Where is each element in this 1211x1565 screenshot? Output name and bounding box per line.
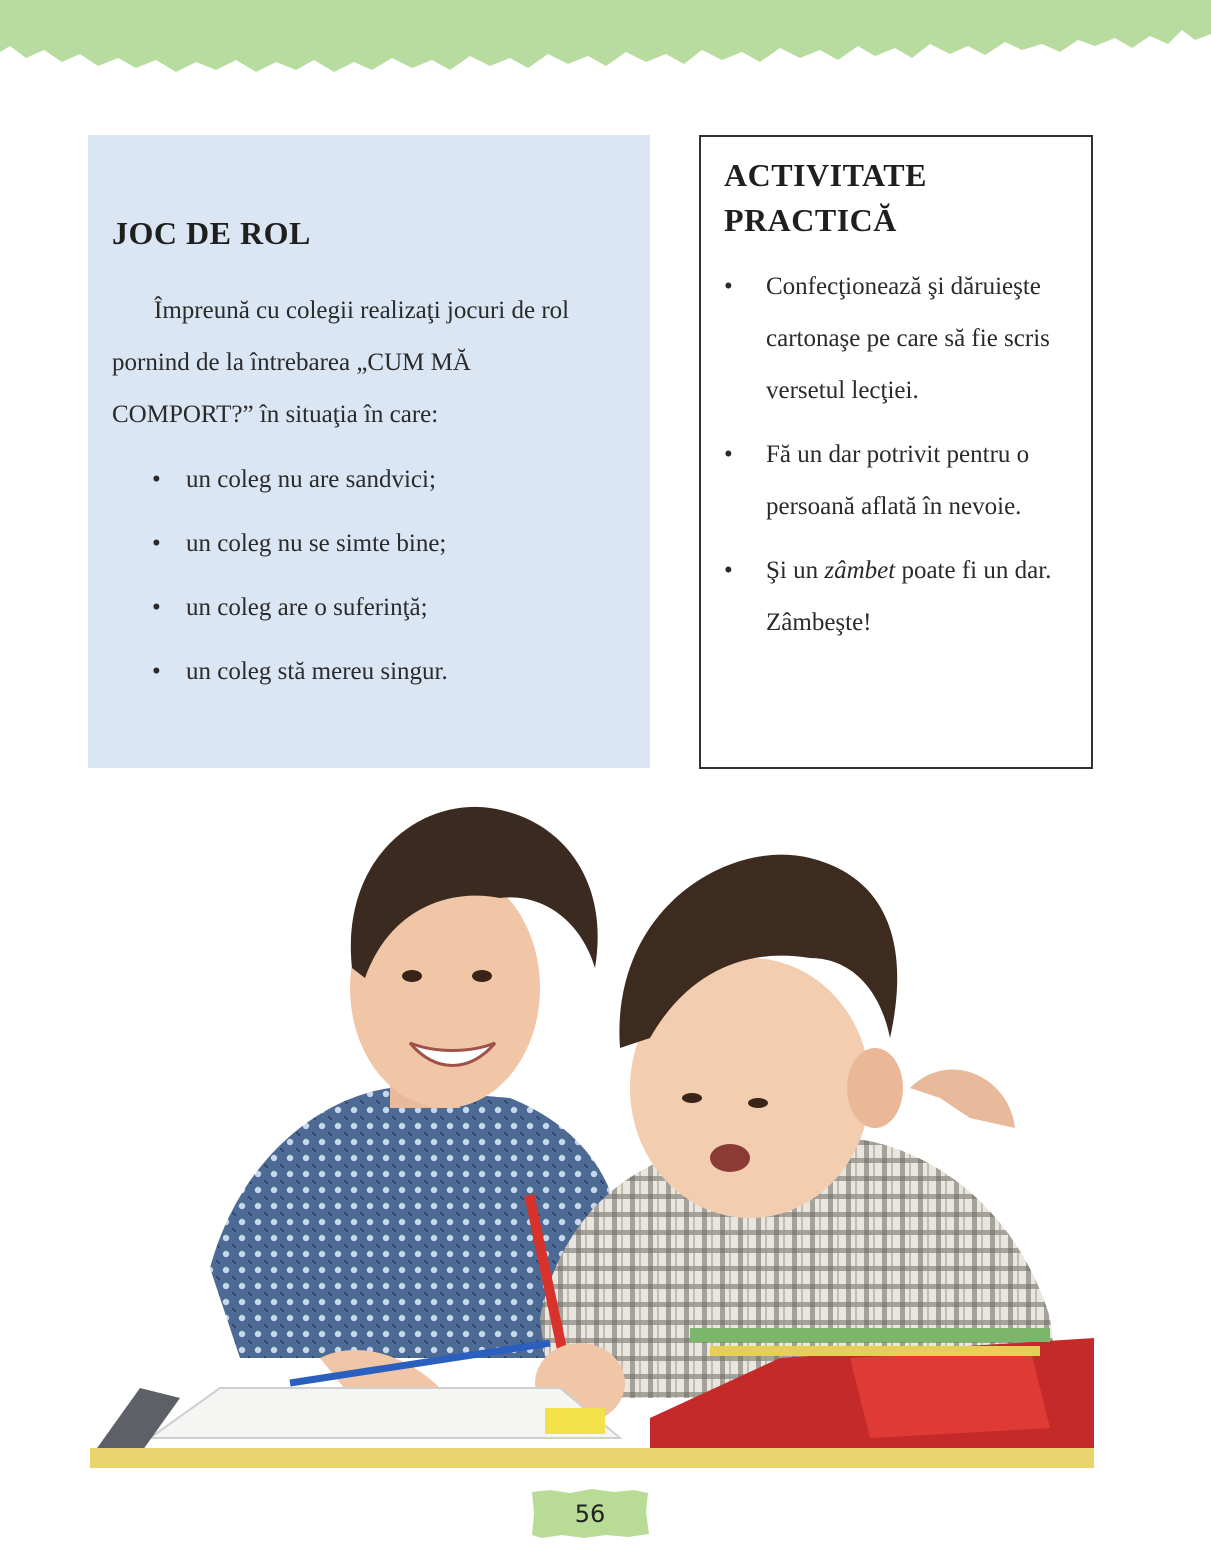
top-decorative-band (0, 0, 1211, 80)
page-number: 56 (574, 1500, 606, 1528)
list-item-text: Confecţionează şi dăruieşte cartonaşe pe care să fie scris versetul lecţiei. (766, 273, 1050, 404)
bullet-icon: • (152, 530, 161, 557)
bullet-icon: • (724, 441, 733, 468)
text-part: Şi un (766, 557, 825, 584)
list-item (152, 517, 448, 581)
bullet-icon: • (152, 658, 161, 685)
bullet-icon: • (152, 466, 161, 493)
practical-activity-box (699, 135, 1093, 769)
activity-title (724, 153, 1024, 243)
list-item (724, 261, 1079, 417)
role-play-box (88, 135, 650, 768)
list-item-text: un coleg are o suferinţă; (186, 594, 428, 621)
role-play-list (152, 453, 448, 709)
emphasis-word: zâmbet (824, 557, 896, 584)
role-play-title: JOC DE ROL (112, 215, 311, 251)
list-item (724, 545, 1079, 649)
list-item (152, 645, 448, 709)
children-drawing-photo (90, 798, 1094, 1468)
activity-list (724, 261, 1079, 661)
list-item (152, 581, 448, 645)
list-item (724, 429, 1079, 533)
list-item (152, 453, 448, 517)
bullet-icon: • (724, 557, 733, 584)
list-item-text: un coleg stă mereu singur. (186, 658, 448, 685)
bullet-icon: • (724, 273, 733, 300)
list-item-text: un coleg nu are sandvici; (186, 466, 436, 493)
list-item-text (766, 557, 1051, 636)
list-item-text: un coleg nu se simte bine; (186, 530, 447, 557)
list-item-text: Fă un dar potrivit pentru o persoană aflată în nevoie. (766, 441, 1030, 520)
activity-title-line1: ACTIVITATE (724, 157, 927, 193)
activity-title-line2: PRACTICĂ (724, 202, 897, 238)
page-number-badge (530, 1488, 650, 1540)
text-part: poate fi un dar. Zâmbeşte! (766, 557, 1052, 636)
bullet-icon: • (152, 594, 161, 621)
role-play-intro: Împreună cu colegii realizaţi jocuri de rol pornind de la întrebarea „CUM MĂ COMPORT?” în situaţia în care: (112, 297, 570, 428)
